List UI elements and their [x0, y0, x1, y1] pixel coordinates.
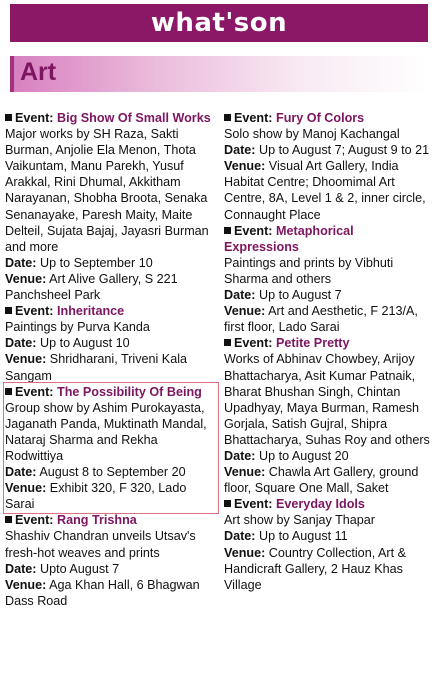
event-listing — [5, 303, 217, 383]
event-date: Up to August 10 — [40, 336, 130, 351]
event-title: Inheritance — [57, 304, 125, 319]
event-date: August 8 to September 20 — [39, 465, 186, 480]
event-venue: Visual Art Gallery, India Habitat Centre; Dhoomimal Art Centre, 8A, Level 1 & 2, inner circle, Connaught Place — [224, 159, 426, 222]
bullet-square-icon — [224, 339, 231, 346]
date-label: Date: — [224, 143, 256, 158]
date-label: Date: — [5, 255, 37, 270]
event-title: Everyday Idols — [276, 497, 365, 512]
event-date: Up to August 11 — [259, 529, 348, 544]
venue-label: Venue: — [5, 352, 47, 367]
section-header — [10, 56, 428, 92]
event-date: Up to August 7; August 9 to 21 — [259, 143, 430, 158]
venue-label: Venue: — [5, 271, 47, 286]
event-description: Paintings and prints by Vibhuti Sharma and others — [224, 255, 394, 286]
event-venue: Art Alive Gallery, S 221 Panchsheel Park — [5, 271, 178, 303]
event-venue: Shridharani, Triveni Kala Sangam — [5, 352, 187, 383]
event-description: Paintings by Purva Kanda — [5, 320, 150, 335]
event-description: Major works by SH Raza, Sakti Burman, Anjolie Ela Menon, Thota Vaikuntam, Manu Parekh, Yusuf Arakkal, Rini Dhumal, Akkitham Narayanan, Shobha Broota, Senaka Senanayake, Paresh Maity, Maite Delteil, Sujata Bajaj, Jayasri Burman and more — [5, 127, 209, 254]
event-description: Art show by Sanjay Thapar — [224, 513, 375, 528]
event-listing-highlighted — [5, 384, 217, 513]
date-label: Date: — [224, 288, 256, 303]
event-venue: Art and Aesthetic, F 213/A, first floor, Lado Sarai — [224, 304, 418, 335]
event-title: Metaphorical Expressions — [224, 223, 354, 254]
event-title: Big Show Of Small Works — [57, 111, 211, 125]
event-label: Event: — [15, 513, 54, 528]
right-column — [224, 110, 432, 593]
bullet-square-icon — [5, 307, 12, 314]
event-venue: Chawla Art Gallery, ground floor, Square One Mall, Saket — [224, 465, 419, 496]
venue-label: Venue: — [5, 481, 47, 496]
section-title: Art — [20, 58, 57, 86]
event-label: Event: — [15, 304, 54, 319]
event-listing — [224, 110, 432, 223]
event-description: Group show by Ashim Purokayasta, Jaganath Panda, Muktinath Mandal, Nataraj Sharma and Rekha Rodwittiya — [5, 400, 207, 463]
header-banner — [10, 4, 428, 42]
event-listing — [5, 512, 217, 609]
event-title: The Possibility Of Being — [57, 384, 202, 399]
bullet-square-icon — [224, 114, 231, 121]
event-title: Petite Pretty — [276, 336, 350, 351]
event-label: Event: — [234, 497, 273, 512]
venue-label: Venue: — [5, 577, 47, 592]
event-description: Works of Abhinav Chowbey, Arijoy Bhattacharya, Asit Kumar Patnaik, Bharat Bhushan Singh, Chintan Upadhyay, Maya Burman, Ramesh Gorjala, Satish Gujral, Shipra Bhattacharya, Suhas Roy and others — [224, 352, 430, 447]
event-label: Event: — [15, 111, 54, 125]
event-listing — [224, 496, 432, 593]
event-title: Fury Of Colors — [276, 111, 365, 125]
event-venue: Country Collection, Art & Handicraft Gallery, 2 Hauz Khas Village — [224, 545, 406, 592]
date-label: Date: — [5, 336, 37, 351]
date-label: Date: — [224, 529, 256, 544]
event-listing — [224, 223, 432, 336]
event-label: Event: — [234, 111, 273, 125]
bullet-square-icon — [5, 114, 12, 121]
date-label: Date: — [5, 561, 37, 576]
event-label: Event: — [15, 384, 54, 399]
venue-label: Venue: — [224, 465, 266, 480]
event-date: Up to August 20 — [259, 448, 349, 463]
event-listing — [224, 335, 432, 496]
section-accent-bar — [10, 56, 14, 92]
event-listing — [5, 110, 217, 303]
venue-label: Venue: — [224, 159, 266, 174]
venue-label: Venue: — [224, 545, 266, 560]
event-label: Event: — [234, 336, 273, 351]
venue-label: Venue: — [224, 304, 266, 319]
event-venue: Aga Khan Hall, 6 Bhagwan Dass Road — [5, 577, 200, 608]
event-description: Shashiv Chandran unveils Utsav's fresh-hot weaves and prints — [5, 529, 196, 560]
bullet-square-icon — [224, 227, 231, 234]
event-description: Solo show by Manoj Kachangal — [224, 127, 400, 142]
bullet-square-icon — [224, 500, 231, 507]
event-label: Event: — [234, 223, 273, 238]
event-date: Up to September 10 — [40, 255, 153, 270]
page-title: what'son — [150, 8, 288, 38]
date-label: Date: — [5, 465, 37, 480]
event-venue: Exhibit 320, F 320, Lado Sarai — [5, 481, 187, 512]
event-title: Rang Trishna — [57, 513, 137, 528]
event-date: Upto August 7 — [40, 561, 120, 576]
date-label: Date: — [224, 448, 256, 463]
bullet-square-icon — [5, 388, 12, 395]
event-date: Up to August 7 — [259, 288, 342, 303]
bullet-square-icon — [5, 516, 12, 523]
left-column — [5, 110, 217, 609]
